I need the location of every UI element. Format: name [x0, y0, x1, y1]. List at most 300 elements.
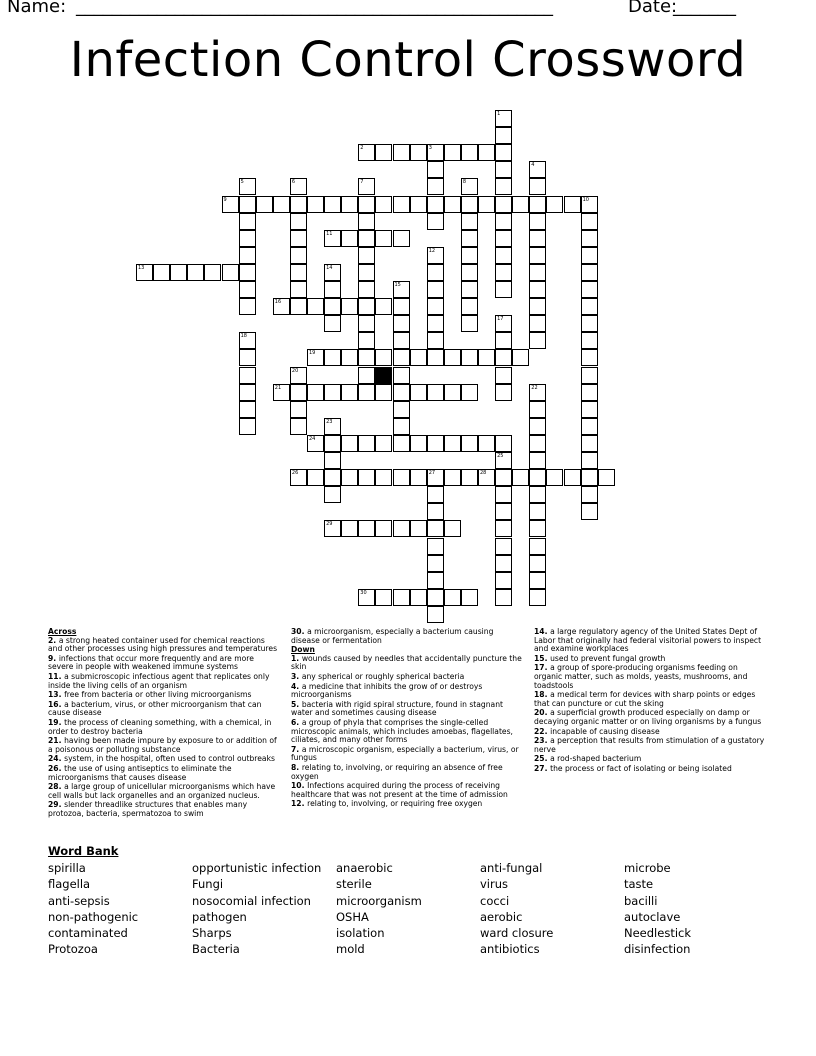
grid-cell[interactable]: [427, 161, 444, 178]
grid-cell[interactable]: [410, 520, 427, 537]
grid-cell[interactable]: [581, 230, 598, 247]
grid-cell[interactable]: [375, 196, 392, 213]
grid-cell[interactable]: [256, 196, 273, 213]
grid-cell[interactable]: [239, 401, 256, 418]
name-label: Name:: [7, 0, 67, 17]
grid-cell[interactable]: [239, 213, 256, 230]
grid-cell[interactable]: [375, 349, 392, 366]
grid-cell[interactable]: [495, 486, 512, 503]
grid-cell[interactable]: [478, 196, 495, 213]
grid-cell[interactable]: [307, 349, 324, 366]
grid-cell[interactable]: [222, 264, 239, 281]
grid-cell[interactable]: [546, 196, 563, 213]
grid-cell[interactable]: [239, 264, 256, 281]
clue-number: 10: [582, 196, 589, 203]
grid-cell[interactable]: [427, 349, 444, 366]
grid-cell[interactable]: [529, 572, 546, 589]
grid-cell[interactable]: [495, 332, 512, 349]
grid-cell[interactable]: [239, 281, 256, 298]
clue-number: 13: [138, 264, 145, 271]
clue-number: 26: [291, 470, 299, 477]
grid-cell[interactable]: [358, 144, 375, 161]
grid-cell[interactable]: [410, 144, 427, 161]
clue-number: 20: [291, 367, 299, 374]
grid-cell[interactable]: [290, 384, 307, 401]
word-bank-item: Fungi: [192, 877, 224, 892]
grid-cell[interactable]: [358, 384, 375, 401]
grid-cell[interactable]: [393, 315, 410, 332]
grid-cell[interactable]: [427, 178, 444, 195]
clue-item: 13. free from bacteria or other living microorganisms: [48, 690, 252, 700]
grid-cell[interactable]: [410, 589, 427, 606]
grid-cell[interactable]: [461, 435, 478, 452]
across-heading: Across: [48, 627, 77, 636]
grid-cell[interactable]: [375, 589, 392, 606]
grid-cell[interactable]: [358, 298, 375, 315]
grid-cell[interactable]: [427, 503, 444, 520]
grid-cell[interactable]: [529, 196, 546, 213]
word-bank-item: contaminated: [48, 926, 128, 941]
grid-cell[interactable]: [427, 298, 444, 315]
word-bank-item: Protozoa: [48, 942, 98, 957]
word-bank-item: OSHA: [336, 909, 369, 924]
word-bank-item: cocci: [480, 893, 510, 908]
clue-item: 25. a rod-shaped bacterium: [534, 754, 642, 764]
grid-cell[interactable]: [204, 264, 221, 281]
grid-cell[interactable]: [478, 435, 495, 452]
grid-cell[interactable]: [581, 196, 598, 213]
grid-cell[interactable]: [307, 196, 324, 213]
clue-number: 17: [497, 316, 504, 323]
grid-cell[interactable]: [427, 196, 444, 213]
grid-cell[interactable]: [324, 469, 341, 486]
grid-cell[interactable]: [290, 247, 307, 264]
grid-cell[interactable]: [375, 298, 392, 315]
clue-item: 16. a bacterium, virus, or other microorganism that can cause disease: [48, 699, 262, 718]
grid-cell[interactable]: [461, 196, 478, 213]
grid-cell[interactable]: [358, 469, 375, 486]
grid-cell[interactable]: [581, 435, 598, 452]
word-bank-item: Bacteria: [192, 942, 240, 957]
grid-cell[interactable]: [461, 315, 478, 332]
grid-cell[interactable]: [222, 196, 239, 213]
word-bank-column-3: [336, 860, 422, 958]
grid-cell[interactable]: [495, 213, 512, 230]
grid-cell[interactable]: [444, 384, 461, 401]
grid-cell[interactable]: [581, 247, 598, 264]
clue-number: 2: [360, 145, 364, 152]
grid-cell[interactable]: [564, 196, 581, 213]
grid-cell[interactable]: [495, 230, 512, 247]
clue-number: 8: [462, 179, 467, 186]
grid-cell[interactable]: [307, 469, 324, 486]
grid-cell[interactable]: [324, 435, 341, 452]
grid-cell[interactable]: [410, 384, 427, 401]
grid-cell[interactable]: [427, 332, 444, 349]
grid-cell[interactable]: [324, 315, 341, 332]
grid-cell[interactable]: [529, 161, 546, 178]
grid-cell[interactable]: [495, 349, 512, 366]
grid-cell[interactable]: [444, 144, 461, 161]
clue-number: 28: [480, 470, 487, 477]
clue-number: 3: [428, 145, 432, 152]
grid-cell[interactable]: [581, 349, 598, 366]
grid-cell[interactable]: [358, 264, 375, 281]
grid-cell[interactable]: [239, 178, 256, 195]
grid-cell[interactable]: [358, 247, 375, 264]
clue-item: 9. infections that occur more frequently and are more severe in people with weakened immune systems: [48, 653, 254, 672]
grid-cell[interactable]: [341, 196, 358, 213]
grid-cell[interactable]: [546, 469, 563, 486]
grid-cell[interactable]: [461, 281, 478, 298]
clue-number: 12: [428, 247, 436, 254]
grid-cell[interactable]: [341, 469, 358, 486]
grid-cell[interactable]: [307, 435, 324, 452]
page-title: Infection Control Crossword: [69, 32, 747, 88]
grid-cell[interactable]: [529, 281, 546, 298]
grid-cell[interactable]: [393, 401, 410, 418]
clue-number: 23: [326, 418, 333, 425]
grid-cell[interactable]: [444, 435, 461, 452]
grid-cell[interactable]: [290, 418, 307, 435]
grid-cell[interactable]: [393, 281, 410, 298]
grid-cell[interactable]: [410, 435, 427, 452]
grid-cell[interactable]: [427, 247, 444, 264]
grid-cell[interactable]: [427, 469, 444, 486]
grid-cell[interactable]: [478, 469, 495, 486]
grid-cell[interactable]: [358, 435, 375, 452]
grid-cell[interactable]: [273, 298, 290, 315]
grid-cell[interactable]: [581, 384, 598, 401]
grid-cell[interactable]: [461, 178, 478, 195]
grid-cell[interactable]: [581, 486, 598, 503]
grid-cell[interactable]: [324, 384, 341, 401]
grid-cell[interactable]: [581, 469, 598, 486]
grid-cell[interactable]: [324, 486, 341, 503]
grid-cell[interactable]: [495, 538, 512, 555]
grid-cell[interactable]: [290, 264, 307, 281]
grid-cell[interactable]: [290, 367, 307, 384]
grid-cell[interactable]: [427, 144, 444, 161]
grid-cell[interactable]: [307, 384, 324, 401]
grid-cell[interactable]: [495, 555, 512, 572]
grid-cell[interactable]: [495, 452, 512, 469]
grid-cell[interactable]: [290, 469, 307, 486]
grid-cell[interactable]: [529, 435, 546, 452]
grid-cell[interactable]: [375, 144, 392, 161]
word-bank-item: taste: [624, 877, 654, 892]
grid-cell[interactable]: [324, 418, 341, 435]
grid-cell[interactable]: [495, 503, 512, 520]
grid-cell[interactable]: [598, 469, 615, 486]
grid-cell[interactable]: [427, 264, 444, 281]
clue-item: 4. a medicine that inhibits the grow of or destroys microorganisms: [291, 681, 483, 700]
grid-cell[interactable]: [358, 520, 375, 537]
grid-cell[interactable]: [581, 367, 598, 384]
grid-cell[interactable]: [290, 401, 307, 418]
name-line[interactable]: _____________________________________________________: [76, 0, 553, 17]
grid-cell[interactable]: [324, 349, 341, 366]
grid-cell[interactable]: [358, 230, 375, 247]
grid-cell[interactable]: [427, 213, 444, 230]
grid-cell[interactable]: [239, 230, 256, 247]
grid-cell[interactable]: [529, 384, 546, 401]
grid-cell[interactable]: [581, 213, 598, 230]
grid-cell[interactable]: [529, 520, 546, 537]
grid-cell[interactable]: [427, 572, 444, 589]
grid-cell[interactable]: [393, 367, 410, 384]
grid-cell[interactable]: [239, 367, 256, 384]
grid-cell[interactable]: [393, 332, 410, 349]
grid-cell[interactable]: [393, 384, 410, 401]
grid-cell[interactable]: [461, 349, 478, 366]
grid-cell[interactable]: [529, 418, 546, 435]
grid-cell[interactable]: [444, 196, 461, 213]
grid-cell[interactable]: [427, 538, 444, 555]
grid-cell[interactable]: [239, 298, 256, 315]
grid-cell[interactable]: [529, 486, 546, 503]
grid-cell[interactable]: [410, 196, 427, 213]
word-bank-column-5: [624, 860, 691, 958]
grid-cell[interactable]: [495, 127, 512, 144]
grid-cell[interactable]: [495, 367, 512, 384]
clue-item: 14. a large regulatory agency of the United States Dept of Labor that originally had federal visitorial powers to inspect and examine workplaces: [534, 627, 762, 654]
grid-cell[interactable]: [529, 555, 546, 572]
grid-cell[interactable]: [187, 264, 204, 281]
grid-cell[interactable]: [273, 384, 290, 401]
grid-cell[interactable]: [461, 298, 478, 315]
word-bank-item: autoclave: [624, 909, 681, 924]
clue-item: 23. a perception that results from stimulation of a gustatory nerve: [534, 736, 765, 754]
grid-cell[interactable]: [495, 161, 512, 178]
grid-cell[interactable]: [273, 196, 290, 213]
grid-cell[interactable]: [358, 213, 375, 230]
grid-cell[interactable]: [581, 281, 598, 298]
grid-cell[interactable]: [358, 367, 375, 384]
grid-cell[interactable]: [427, 486, 444, 503]
grid-cell[interactable]: [324, 298, 341, 315]
grid-cell[interactable]: [410, 469, 427, 486]
grid-cell[interactable]: [512, 349, 529, 366]
grid-cell[interactable]: [529, 264, 546, 281]
grid-cell[interactable]: [358, 315, 375, 332]
clue-item: 26. the use of using antiseptics to eliminate the microorganisms that causes disease: [48, 763, 232, 782]
grid-cell[interactable]: [239, 384, 256, 401]
word-bank-column-2: [192, 860, 321, 958]
clue-number: 1: [497, 111, 501, 117]
grid-cell[interactable]: [290, 298, 307, 315]
grid-cell[interactable]: [529, 247, 546, 264]
grid-cell[interactable]: [290, 196, 307, 213]
grid-cell[interactable]: [495, 469, 512, 486]
grid-cell[interactable]: [427, 520, 444, 537]
grid-cell[interactable]: [581, 418, 598, 435]
clue-number: 6: [291, 179, 296, 186]
grid-cell[interactable]: [239, 247, 256, 264]
down-heading: Down: [291, 645, 315, 655]
grid-cell[interactable]: [427, 606, 444, 623]
grid-cell[interactable]: [307, 298, 324, 315]
grid-cell[interactable]: [427, 384, 444, 401]
grid-cell[interactable]: [341, 230, 358, 247]
grid-cell[interactable]: [239, 332, 256, 349]
grid-cell[interactable]: [358, 196, 375, 213]
grid-cell[interactable]: [529, 332, 546, 349]
grid-cell[interactable]: [290, 178, 307, 195]
grid-cell[interactable]: [324, 230, 341, 247]
clue-item: 20. a superficial growth produced especially on damp or decaying organic matter or on living organisms by a fungus: [534, 708, 762, 726]
grid-cell[interactable]: [461, 264, 478, 281]
grid-cell[interactable]: [495, 110, 512, 127]
grid-cell[interactable]: [529, 589, 546, 606]
grid-cell[interactable]: [529, 503, 546, 520]
grid-cell[interactable]: [581, 503, 598, 520]
grid-cell[interactable]: [529, 213, 546, 230]
grid-cell[interactable]: [495, 264, 512, 281]
grid-cell[interactable]: [170, 264, 187, 281]
grid-cell[interactable]: [290, 281, 307, 298]
grid-cell[interactable]: [393, 349, 410, 366]
grid-cell[interactable]: [341, 435, 358, 452]
grid-cell[interactable]: [393, 589, 410, 606]
grid-cell[interactable]: [427, 281, 444, 298]
grid-cell[interactable]: [495, 178, 512, 195]
grid-cell[interactable]: [341, 384, 358, 401]
grid-cell[interactable]: [375, 469, 392, 486]
grid-cell[interactable]: [529, 538, 546, 555]
grid-cell[interactable]: [393, 144, 410, 161]
grid-cell[interactable]: [495, 281, 512, 298]
grid-cell[interactable]: [324, 520, 341, 537]
clue-item: 30. a microorganism, especially a bacterium causing disease or fermentation: [291, 627, 494, 645]
word-bank-column-1: [48, 860, 138, 958]
date-line[interactable]: _______: [673, 0, 736, 17]
grid-cell[interactable]: [427, 435, 444, 452]
grid-cell[interactable]: [581, 315, 598, 332]
grid-cell[interactable]: [324, 452, 341, 469]
word-bank-item: mold: [336, 942, 365, 957]
grid-cell[interactable]: [581, 298, 598, 315]
grid-cell[interactable]: [324, 281, 341, 298]
grid-cell[interactable]: [495, 196, 512, 213]
grid-cell[interactable]: [444, 469, 461, 486]
grid-cell[interactable]: [461, 469, 478, 486]
grid-cell[interactable]: [358, 281, 375, 298]
grid-cell[interactable]: [393, 418, 410, 435]
grid-cell[interactable]: [341, 349, 358, 366]
grid-cell[interactable]: [461, 230, 478, 247]
grid-cell[interactable]: [393, 435, 410, 452]
word-bank-item: pathogen: [192, 909, 247, 924]
grid-cell[interactable]: [358, 332, 375, 349]
grid-cell[interactable]: [581, 401, 598, 418]
grid-cell[interactable]: [393, 469, 410, 486]
grid-cell[interactable]: [495, 572, 512, 589]
grid-cell[interactable]: [529, 315, 546, 332]
grid-cell[interactable]: [461, 384, 478, 401]
grid-cell[interactable]: [358, 589, 375, 606]
clues-column-3: [534, 628, 766, 775]
grid-cell[interactable]: [461, 144, 478, 161]
word-bank-column-4: [480, 860, 553, 958]
clue-item: 8. relating to, involving, or requiring an absence of free oxygen: [291, 762, 503, 781]
grid-cell[interactable]: [393, 230, 410, 247]
clue-item: 15. used to prevent fungal growth: [534, 653, 666, 663]
grid-cell[interactable]: [529, 298, 546, 315]
grid-cell[interactable]: [393, 298, 410, 315]
grid-cell[interactable]: [581, 264, 598, 281]
grid-cell[interactable]: [529, 230, 546, 247]
grid-cell[interactable]: [444, 589, 461, 606]
grid-cell[interactable]: [375, 520, 392, 537]
grid-cell[interactable]: [393, 196, 410, 213]
grid-cell[interactable]: [324, 264, 341, 281]
clue-item: 7. a microscopic organism, especially a bacterium, virus, or fungus: [291, 744, 519, 763]
grid-cell[interactable]: [461, 213, 478, 230]
grid-cell[interactable]: [495, 247, 512, 264]
grid-cell[interactable]: [529, 178, 546, 195]
grid-cell[interactable]: [581, 332, 598, 349]
grid-cell[interactable]: [375, 384, 392, 401]
grid-cell[interactable]: [375, 230, 392, 247]
grid-cell[interactable]: [478, 349, 495, 366]
grid-cell[interactable]: [375, 435, 392, 452]
grid-cell[interactable]: [495, 315, 512, 332]
grid-cell[interactable]: [341, 520, 358, 537]
grid-cell[interactable]: [495, 144, 512, 161]
word-bank-item: nosocomial infection: [192, 893, 311, 908]
word-bank-item: virus: [480, 877, 509, 892]
grid-cell[interactable]: [290, 230, 307, 247]
grid-cell[interactable]: [153, 264, 170, 281]
grid-cell[interactable]: [495, 384, 512, 401]
grid-cell[interactable]: [512, 196, 529, 213]
grid-cell[interactable]: [461, 247, 478, 264]
grid-cell[interactable]: [495, 589, 512, 606]
grid-cell[interactable]: [136, 264, 153, 281]
grid-cell[interactable]: [512, 469, 529, 486]
grid-cell[interactable]: [581, 452, 598, 469]
grid-cell[interactable]: [444, 349, 461, 366]
grid-cell[interactable]: [358, 178, 375, 195]
grid-cell[interactable]: [461, 589, 478, 606]
grid-cell[interactable]: [495, 520, 512, 537]
grid-cell[interactable]: [529, 452, 546, 469]
grid-cell[interactable]: [495, 435, 512, 452]
grid-cell[interactable]: [410, 349, 427, 366]
grid-cell[interactable]: [529, 469, 546, 486]
grid-cell[interactable]: [341, 298, 358, 315]
grid-cell[interactable]: [290, 213, 307, 230]
grid-cell[interactable]: [239, 349, 256, 366]
grid-cell[interactable]: [358, 349, 375, 366]
grid-cell[interactable]: [324, 196, 341, 213]
grid-cell[interactable]: [239, 196, 256, 213]
grid-cell[interactable]: [478, 144, 495, 161]
clue-number: 11: [326, 230, 333, 237]
grid-cell[interactable]: [444, 520, 461, 537]
clue-number: 14: [326, 264, 333, 271]
grid-cell[interactable]: [427, 315, 444, 332]
grid-cell[interactable]: [393, 520, 410, 537]
grid-cell[interactable]: [529, 401, 546, 418]
grid-cell[interactable]: [427, 589, 444, 606]
word-bank-item: microorganism: [336, 893, 422, 908]
grid-cell[interactable]: [427, 555, 444, 572]
word-bank-item: antibiotics: [480, 942, 540, 957]
grid-cell[interactable]: [239, 418, 256, 435]
grid-cell[interactable]: [564, 469, 581, 486]
